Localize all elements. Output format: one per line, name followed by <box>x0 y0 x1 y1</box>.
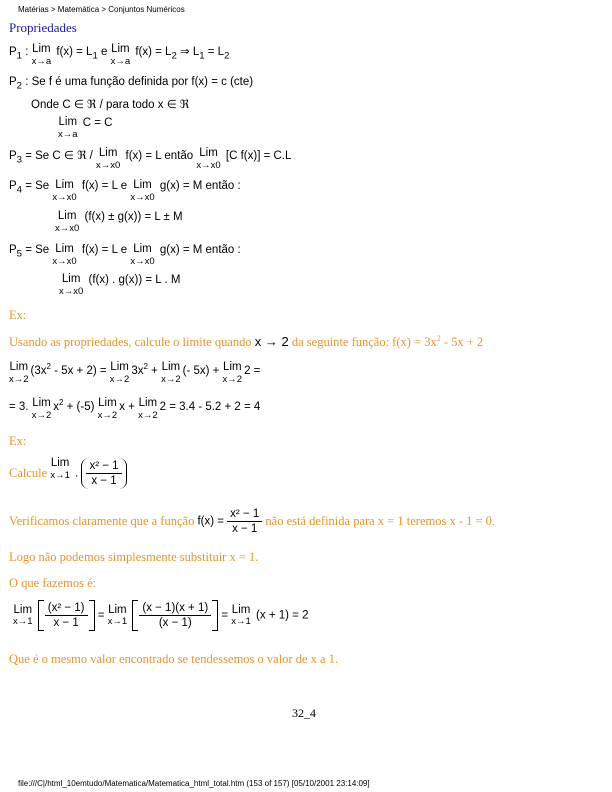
limit-notation: Lim x→1 <box>50 457 70 481</box>
example1-line2: = 3. Lim x→2 $x^2 + (-5)$ Lim x→2 x + Lim x→2 2 = 3.4 - 5.2 + 2 = 4 <box>9 397 261 421</box>
limit-notation: Lim x→2 <box>31 397 52 421</box>
limit-notation: Lim x→2 <box>222 361 243 385</box>
limit-notation: Lim x→2 <box>161 361 181 385</box>
limit-notation: Lim x→1 <box>231 603 251 627</box>
limit-notation: Lim x→2 <box>109 361 130 385</box>
property-p1: $P_1$ : Lim x→a $f(x) = L_1$ e Lim x→a $f(x) = L_2$ ⇒ $L_1 = L_2$ <box>9 43 230 67</box>
limit-notation: Lim x→x0 <box>96 147 121 171</box>
limit-notation: Lim x→x0 <box>52 243 77 267</box>
property-p3: $P_3 = Se$ C ∈ ℜ / Lim x→x0 f(x) = L então Lim x→x0 [C f(x)] = C.L <box>9 147 292 171</box>
limit-notation: Lim x→x0 <box>196 147 221 171</box>
limit-notation: Lim x→2 <box>9 361 29 385</box>
implies-arrow: ⇒ <box>179 46 190 58</box>
property-p4-result: Lim x→x0 (f(x) ± g(x)) = L ± M <box>55 210 183 234</box>
example-label: Ex: <box>9 434 27 448</box>
example2-conclusion: Que é o mesmo valor encontrado se tendessemos o valor de x a 1. <box>9 652 339 666</box>
example2-calculation: Lim x→1 $\frac{\text{(x² − 1)}}{x - 1}$ = Lim x→1 $\frac{(x - 1)(x + 1)}{(x - 1)}$ = Lim x→1 (x + 1) = 2 <box>13 602 309 629</box>
limit-notation: Lim x→x0 <box>55 210 80 234</box>
limit-notation: Lim x→a <box>31 43 52 67</box>
example1-intro: Usando as propriedades, calcule o limite quando x → 2 da seguinte função: $f(x) = 3x^2 - 5x + 2$ <box>9 334 484 350</box>
limit-notation: Lim x→a <box>110 43 131 67</box>
limit-notation: Lim x→2 <box>97 397 118 421</box>
example2-verify: Verificamos claramente que a função f(x) = $\frac{\text{x² − 1}}{x - 1}$ não está definida para x = 1 teremos x - 1 = 0. <box>9 508 496 535</box>
example-label: Ex: <box>9 308 27 322</box>
breadcrumb: Matérias > Matemática > Conjuntos Numéricos <box>18 5 185 14</box>
footer-file-path: file:///C|/html_10emtudo/Matematica/Matematica_html_total.htm (153 of 157) [05/10/2001 23:14:09] <box>18 779 370 788</box>
limit-notation: Lim x→1 <box>13 603 33 627</box>
example2-logo: Logo não podemos simplesmente substituir x = 1. <box>9 550 259 564</box>
property-p2-result: Lim x→a C = C <box>58 116 113 140</box>
property-p5-result: Lim x→x0 (f(x) . g(x)) = L . M <box>59 273 181 297</box>
property-p4: $P_4 = Se$ Lim x→x0 f(x) = L e Lim x→x0 g(x) = M então : <box>9 179 241 203</box>
property-p5: $P_5 = Se$ Lim x→x0 f(x) = L e Lim x→x0 g(x) = M então : <box>9 243 241 267</box>
page-number: 32_4 <box>292 706 316 720</box>
example2-oque: O que fazemos é: <box>9 576 97 590</box>
property-p2-where: Onde C ∈ ℜ / para todo x ∈ ℜ <box>31 99 190 111</box>
example1-line1: Lim x→2 $(3x^2 - 5x + 2)$ = Lim x→2 $3x^2$ + Lim x→2 (- 5x) + Lim x→2 2 = <box>9 361 261 385</box>
page-title: Propriedades <box>9 20 77 35</box>
limit-notation: Lim x→x0 <box>130 179 155 203</box>
fraction-parens: $\frac{\text{x² − 1}}{x - 1}$ <box>81 458 126 489</box>
limit-notation: Lim x→2 <box>138 397 158 421</box>
bracket-group: $\frac{(x - 1)(x + 1)}{(x - 1)}$ <box>132 600 218 631</box>
example2-calc-prompt: Calcule Lim x→1 . $\frac{\text{x² − 1}}{x - 1}$ <box>9 458 127 498</box>
limit-notation: Lim x→a <box>58 116 78 140</box>
bracket-group: $\frac{\text{(x² − 1)}}{x - 1}$ <box>38 600 95 631</box>
limit-notation: Lim x→x0 <box>52 179 77 203</box>
limit-notation: Lim x→x0 <box>130 243 155 267</box>
limit-notation: Lim x→1 <box>107 603 128 627</box>
property-p2: $P_2$ : Se f é uma função definida por f(x) = c (cte) <box>9 76 254 92</box>
limit-notation: Lim x→x0 <box>59 273 84 297</box>
